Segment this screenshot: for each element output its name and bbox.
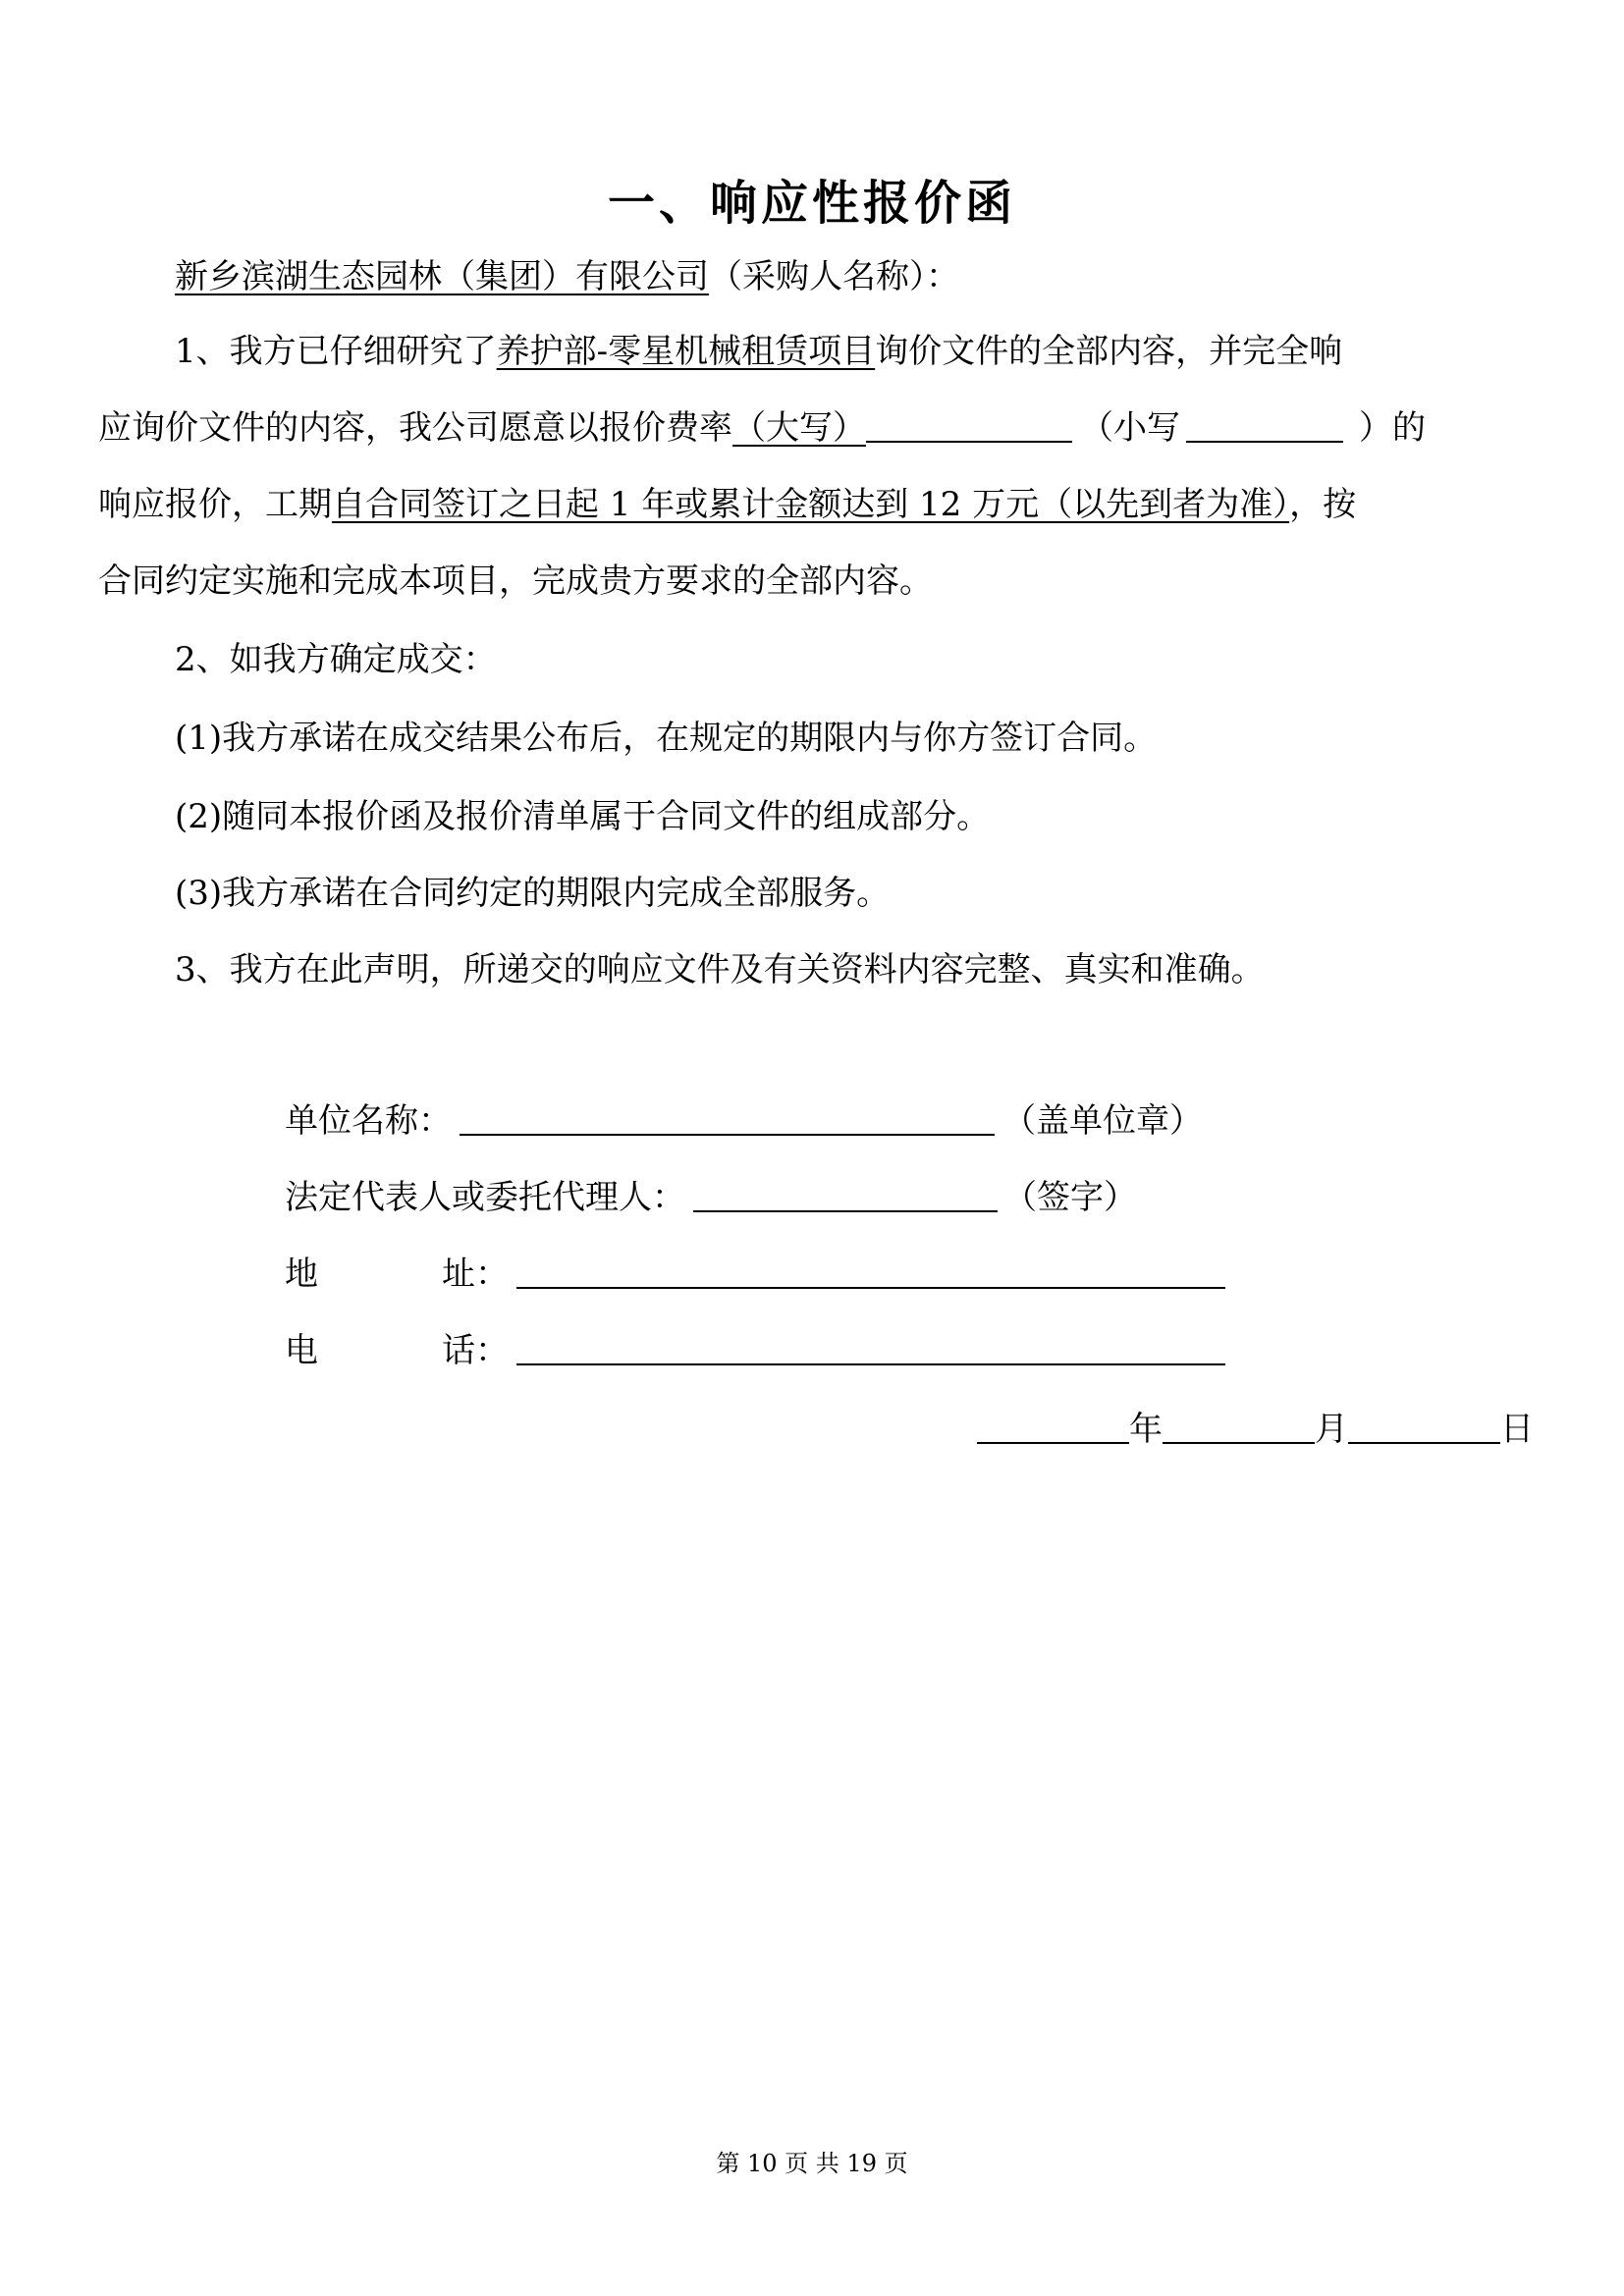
project-name: 养护部-零星机械租赁项目 <box>496 332 876 371</box>
item1-line1 <box>175 328 1608 375</box>
day-label: 日 <box>1500 1410 1534 1449</box>
address-label-2: 址： <box>442 1255 509 1294</box>
phone-label-2: 话： <box>442 1331 509 1370</box>
rate-lower-label: （小写 <box>1080 408 1180 448</box>
purchaser-name: 新乡滨湖生态园林（集团）有限公司 <box>175 257 709 296</box>
item1-prefix: 1、我方已仔细研究了 <box>175 332 497 371</box>
work-period: 自合同签订之日起 1 年或累计金额达到 12 万元（以先到者为准） <box>332 485 1290 524</box>
address-field[interactable] <box>516 1254 1225 1289</box>
item2-sub1: (1)我方承诺在成交结果公布后，在规定的期限内与你方签订合同。 <box>175 719 1158 758</box>
page-title: 一、响应性报价函 <box>607 176 1016 231</box>
rate-lower-blank[interactable] <box>1186 407 1343 443</box>
rate-close: ）的 <box>1359 408 1426 448</box>
unit-name-label: 单位名称： <box>285 1101 452 1141</box>
address-label-1: 地 <box>285 1255 318 1294</box>
item3-statement: 3、我方在此声明，所递交的响应文件及有关资料内容完整、真实和准确。 <box>175 950 1265 989</box>
day-field[interactable] <box>1348 1409 1500 1444</box>
item1-text-b: 应询价文件的内容，我公司愿意以报价费率 <box>98 408 732 448</box>
item1-line4 <box>98 558 1532 605</box>
item1-text-d: ，按 <box>1289 485 1357 524</box>
unit-seal-note: （盖单位章） <box>1002 1101 1203 1141</box>
item1-text-e: 合同约定实施和完成本项目，完成贵方要求的全部内容。 <box>98 561 933 601</box>
page-number-footer: 第 10 页 共 19 页 <box>716 2150 908 2177</box>
phone-field[interactable] <box>516 1330 1225 1365</box>
month-field[interactable] <box>1163 1409 1315 1444</box>
representative-label: 法定代表人或委托代理人： <box>285 1178 685 1217</box>
month-label: 月 <box>1315 1410 1348 1449</box>
year-field[interactable] <box>977 1409 1129 1444</box>
rate-upper-blank[interactable] <box>866 407 1072 443</box>
rate-upper-label: （大写） <box>732 408 866 448</box>
item2-heading: 2、如我方确定成交： <box>175 640 497 679</box>
representative-field[interactable] <box>693 1177 998 1212</box>
representative-row <box>285 1174 1137 1221</box>
year-label: 年 <box>1129 1410 1163 1449</box>
phone-label-1: 电 <box>285 1331 318 1370</box>
item2-sub2: (2)随同本报价函及报价清单属于合同文件的组成部分。 <box>175 797 991 836</box>
item1-line2 <box>98 404 1532 452</box>
addressee-line <box>175 253 1608 300</box>
signature-note: （签字） <box>1003 1178 1137 1217</box>
item2-sub3: (3)我方承诺在合同约定的期限内完成全部服务。 <box>175 874 891 913</box>
unit-name-row <box>285 1097 1203 1145</box>
date-row <box>977 1406 1534 1453</box>
phone-row <box>285 1327 1225 1374</box>
address-row <box>285 1251 1225 1298</box>
item1-text-a: 询价文件的全部内容，并完全响 <box>875 332 1343 371</box>
item1-line3 <box>98 481 1532 528</box>
item1-text-c: 响应报价，工期 <box>98 485 332 524</box>
addressee-suffix: （采购人名称）： <box>709 257 959 296</box>
unit-name-field[interactable] <box>460 1100 995 1136</box>
